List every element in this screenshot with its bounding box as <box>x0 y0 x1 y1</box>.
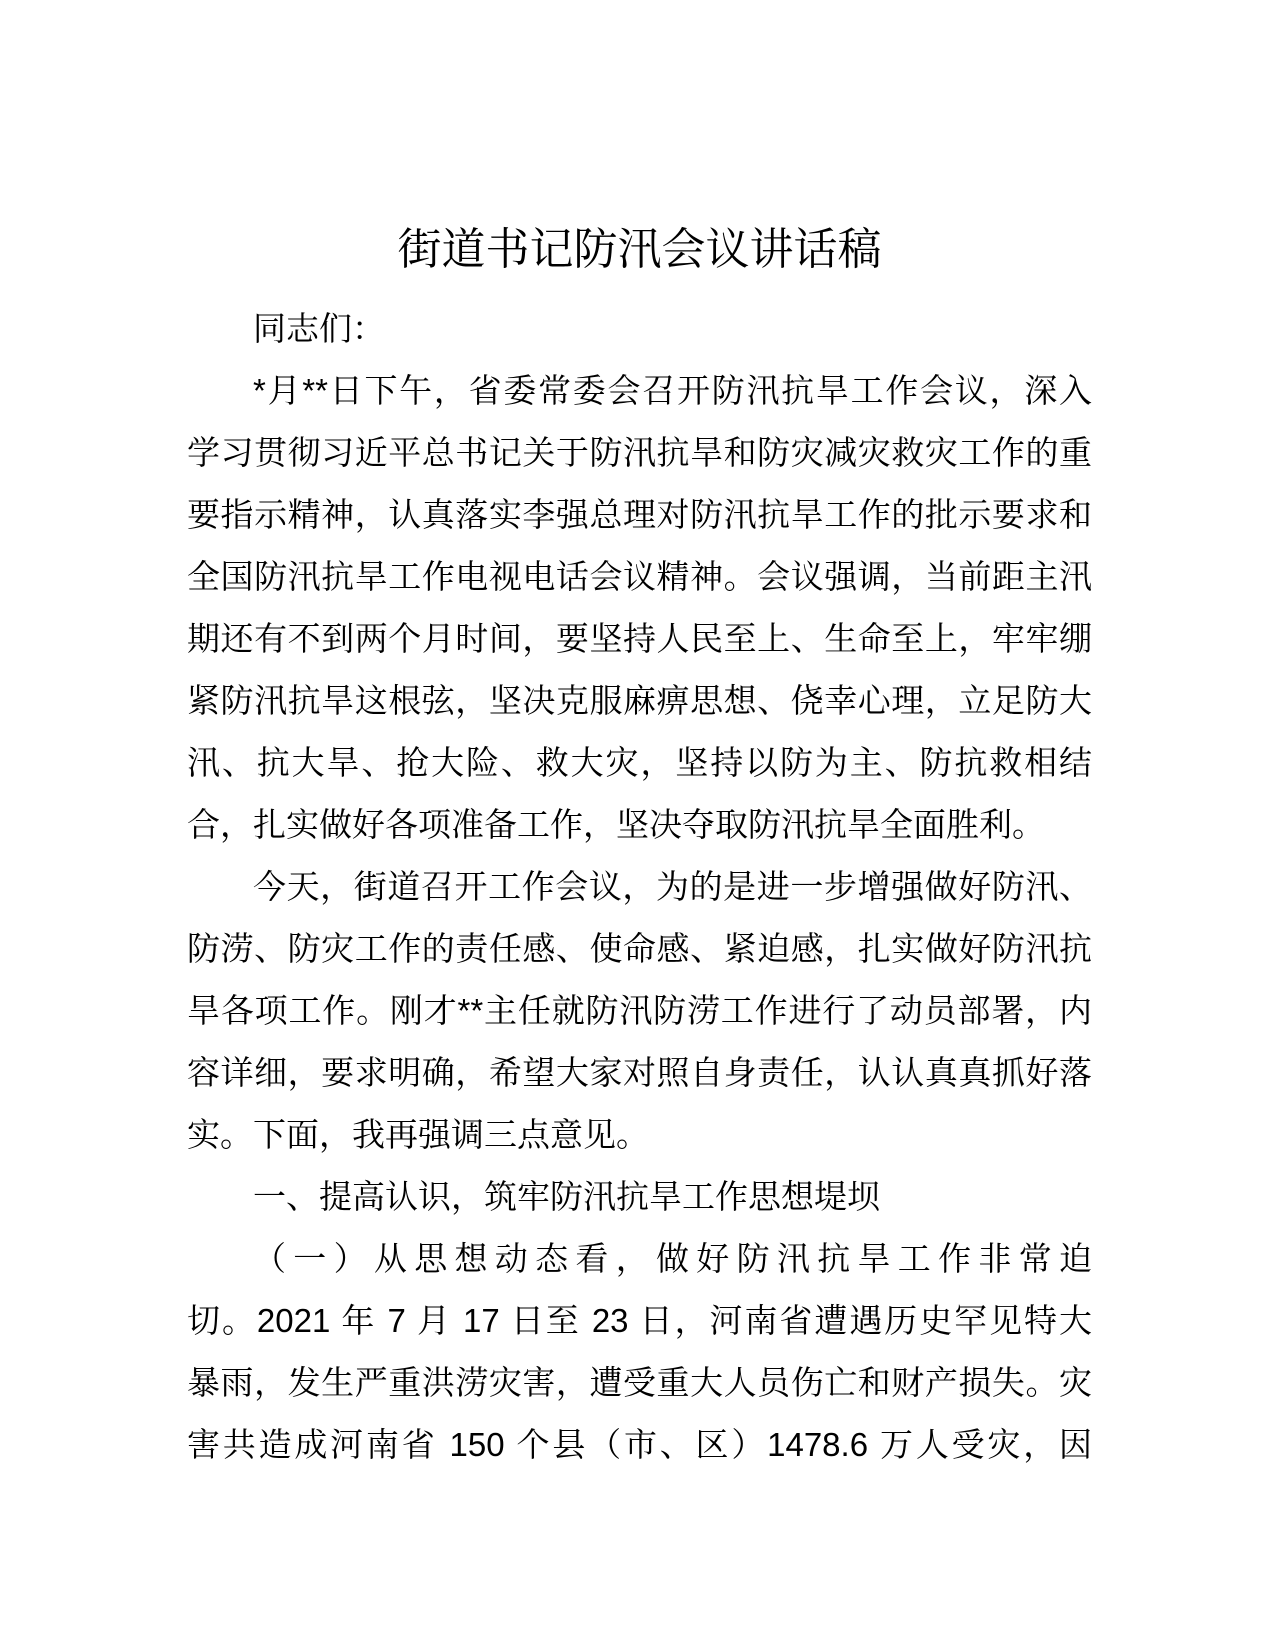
text-line: 暴雨，发生严重洪涝灾害，遭受重大人员伤亡和财产损失。灾 <box>187 1364 1092 1401</box>
text-line: 今天，街道召开工作会议，为的是进一步增强做好防汛、 <box>253 868 1092 905</box>
text-line: 实。下面，我再强调三点意见。 <box>187 1116 649 1153</box>
text-line: 紧防汛抗旱这根弦，坚决克服麻痹思想、侥幸心理，立足防大 <box>187 682 1092 719</box>
section-heading-1 <box>187 1166 1092 1228</box>
text-line: 汛、抗大旱、抢大险、救大灾，坚持以防为主、防抗救相结 <box>187 744 1092 781</box>
paragraph-3 <box>187 1228 1092 1476</box>
text-line: 学习贯彻习近平总书记关于防汛抗旱和防灾减灾救灾工作的重 <box>187 434 1092 471</box>
paragraph-1 <box>187 360 1092 856</box>
text-line: 要指示精神，认真落实李强总理对防汛抗旱工作的批示要求和 <box>187 496 1092 533</box>
page-title: 街道书记防汛会议讲话稿 <box>397 225 882 274</box>
paragraph-greeting <box>187 298 1092 360</box>
paragraph-2 <box>187 856 1092 1166</box>
text-line: 合，扎实做好各项准备工作，坚决夺取防汛抗旱全面胜利。 <box>187 806 1045 843</box>
text-line: 切。2021 年 7 月 17 日至 23 日，河南省遭遇历史罕见特大 <box>187 1302 1092 1339</box>
text-line: 防涝、防灾工作的责任感、使命感、紧迫感，扎实做好防汛抗 <box>187 930 1092 967</box>
heading-line: 一、提高认识，筑牢防汛抗旱工作思想堤坝 <box>253 1178 880 1215</box>
text-line: 全国防汛抗旱工作电视电话会议精神。会议强调，当前距主汛 <box>187 558 1092 595</box>
text-line: *月**日下午，省委常委会召开防汛抗旱工作会议，深入 <box>253 372 1092 409</box>
text-line: 害共造成河南省 150 个县（市、区）1478.6 万人受灾，因 <box>187 1426 1092 1463</box>
text-line: 同志们： <box>253 310 385 347</box>
text-line: 旱各项工作。刚才**主任就防汛防涝工作进行了动员部署，内 <box>187 992 1092 1029</box>
text-line: 期还有不到两个月时间，要坚持人民至上、生命至上，牢牢绷 <box>187 620 1092 657</box>
text-line: （一）从思想动态看，做好防汛抗旱工作非常迫 <box>253 1240 1092 1277</box>
text-line: 容详细，要求明确，希望大家对照自身责任，认认真真抓好落 <box>187 1054 1092 1091</box>
